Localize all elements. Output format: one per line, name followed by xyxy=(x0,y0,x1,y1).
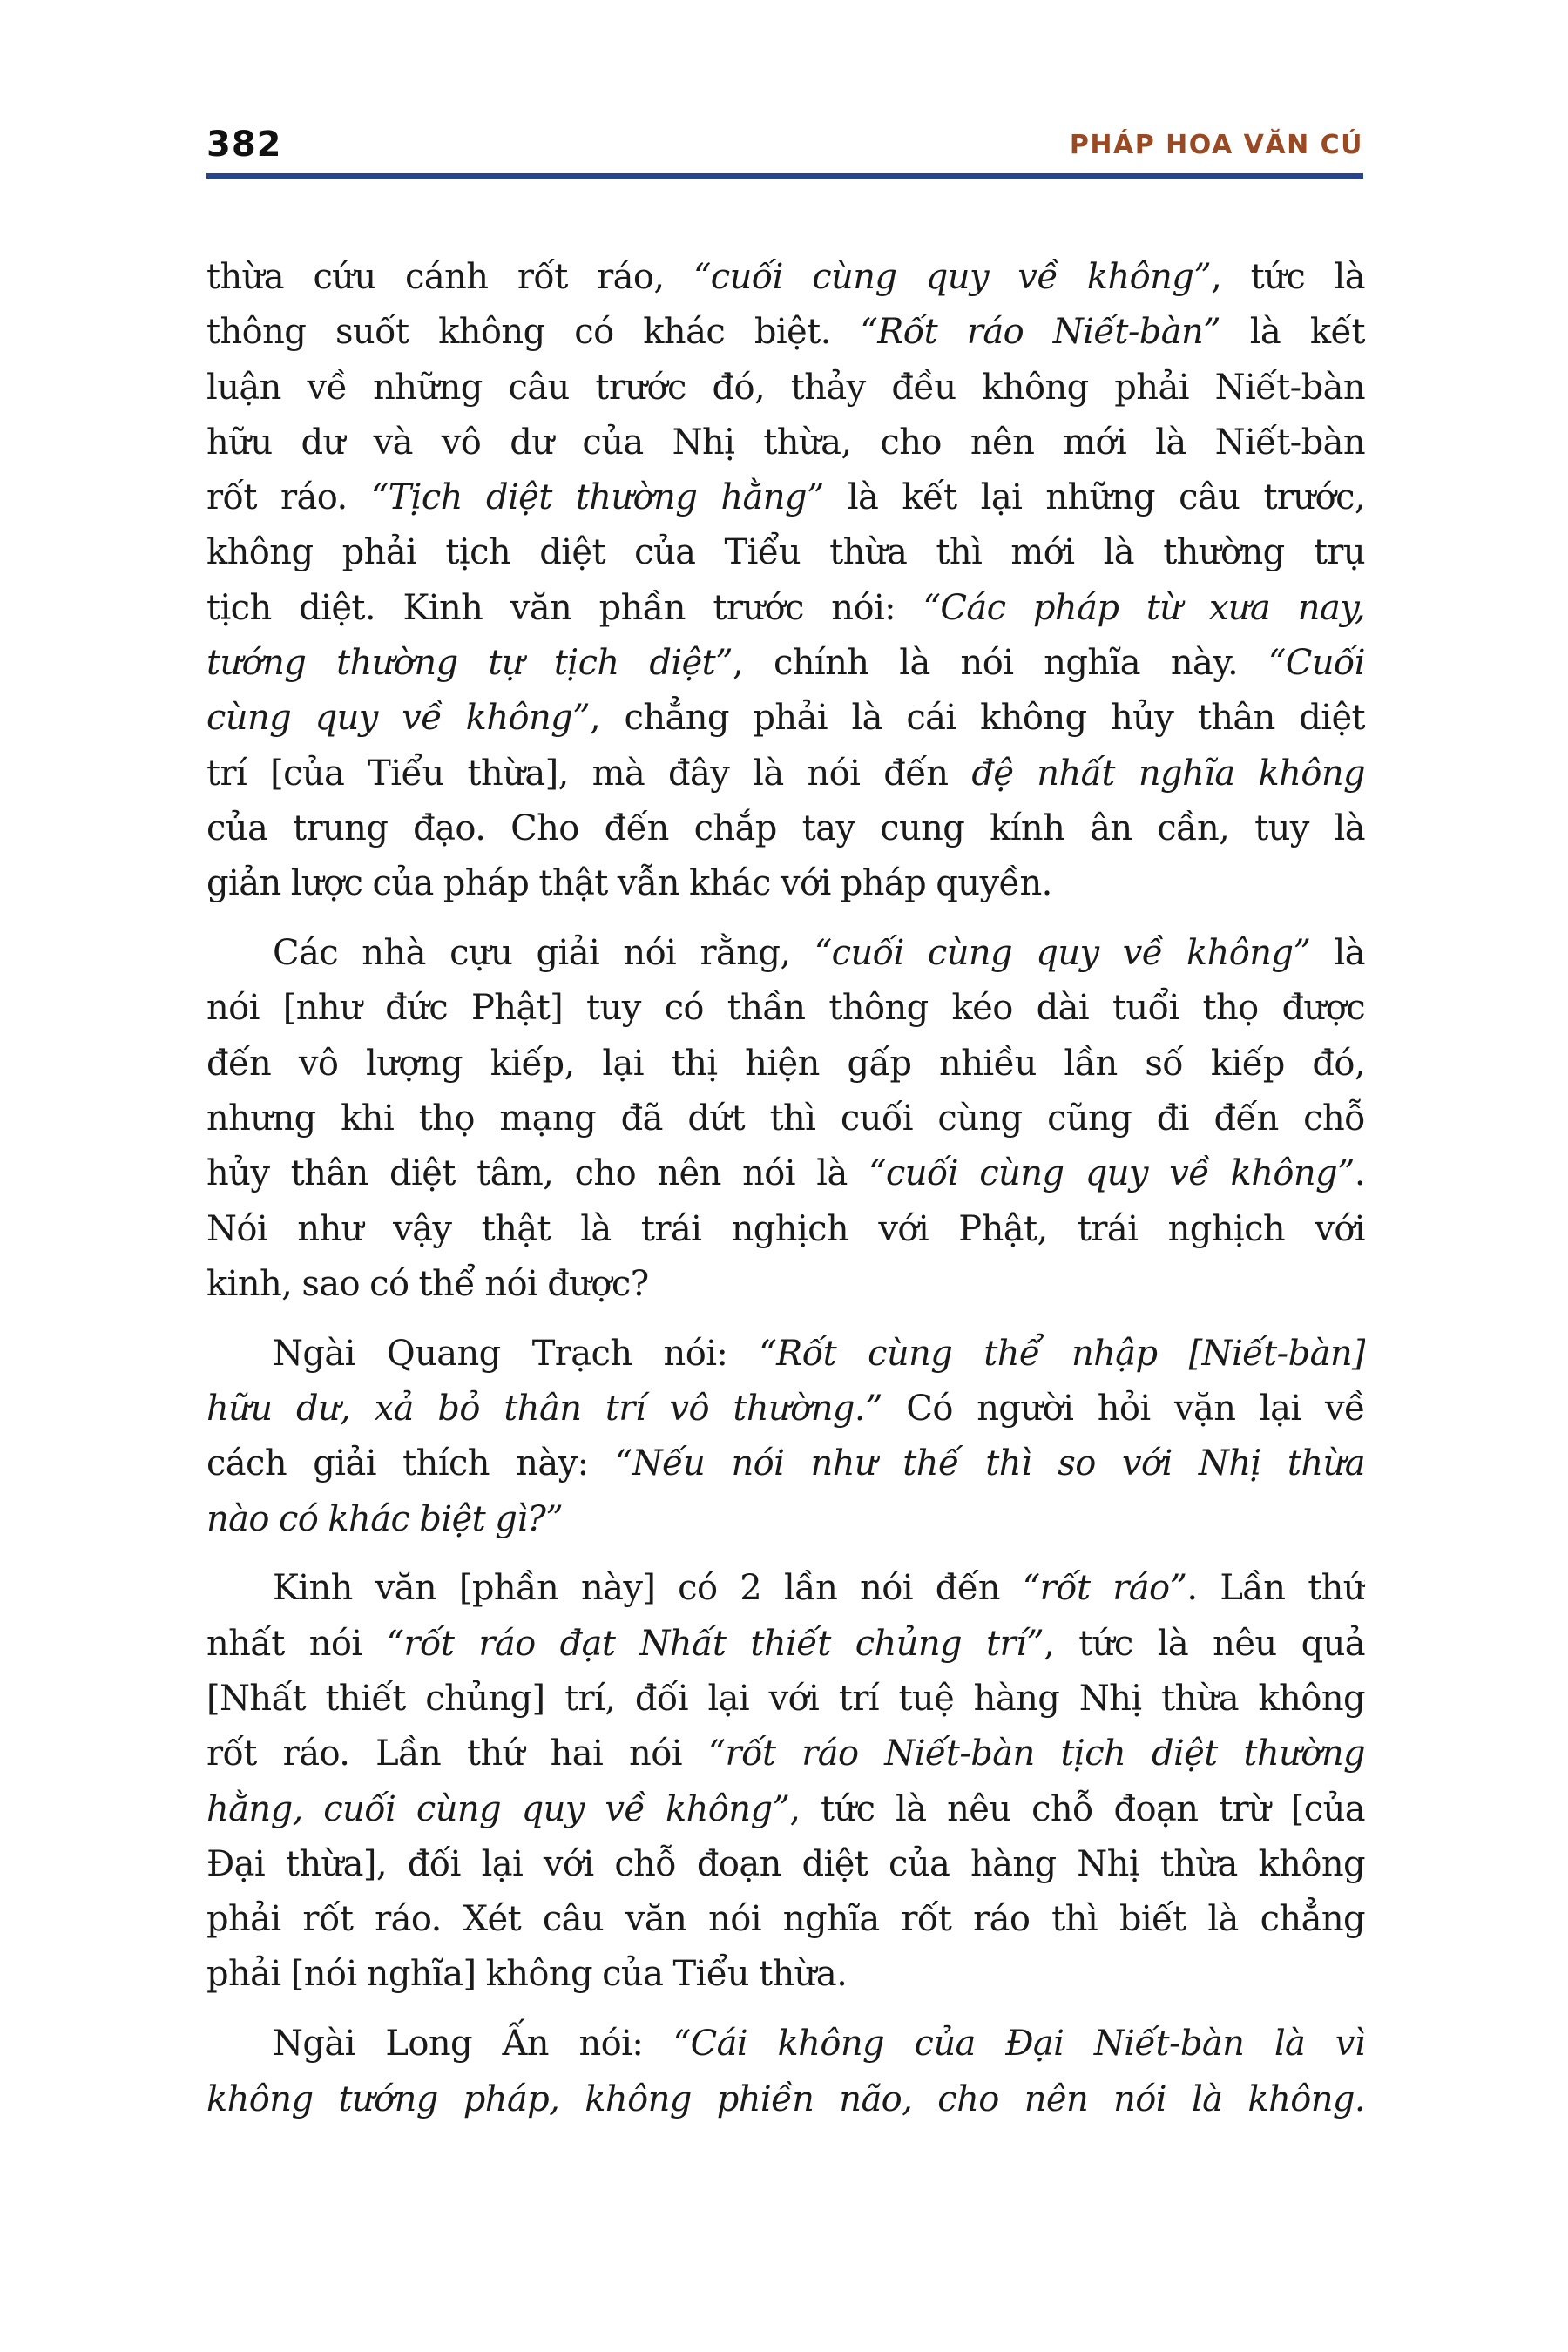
text-line xyxy=(206,691,1365,746)
italic-quote: hữu dư, xả bỏ thân trí vô thường.” xyxy=(206,1388,882,1429)
text-line xyxy=(206,1257,1365,1312)
italic-quote: “Rốt cùng thể nhập [Niết-bàn] xyxy=(759,1333,1365,1374)
italic-quote: “rốt ráo đạt Nhất thiết chủng trí” xyxy=(386,1623,1044,1664)
text-line xyxy=(206,581,1365,636)
text-run: là xyxy=(1310,933,1365,974)
paragraph xyxy=(206,1561,1365,2002)
italic-quote: “Rốt ráo Niết-bàn” xyxy=(860,312,1221,353)
italic-quote: “Nếu nói như thế thì so với Nhị thừa xyxy=(614,1443,1365,1484)
text-line xyxy=(206,1146,1365,1201)
text-line xyxy=(206,250,1365,305)
page-header xyxy=(206,122,1363,166)
text-line xyxy=(206,1837,1365,1892)
text-run: rốt ráo. Lần thứ hai nói xyxy=(206,1734,708,1774)
paragraph xyxy=(206,926,1365,1312)
text-line xyxy=(206,1327,1365,1382)
text-line xyxy=(206,1727,1365,1781)
text-run: rốt ráo. xyxy=(206,477,371,518)
italic-quote: “Cuối xyxy=(1267,643,1365,684)
italic-quote: hằng, cuối cùng quy về không” xyxy=(206,1788,790,1829)
italic-quote: không tướng pháp, không phiền não, cho nên nói là không. xyxy=(206,2078,1365,2119)
text-line xyxy=(206,1202,1365,1257)
italic-quote: “cuối cùng quy về không” xyxy=(814,933,1311,974)
text-run: [Nhất thiết chủng] trí, đối lại với trí tuệ hàng Nhị thừa không xyxy=(206,1678,1365,1719)
text-run: là kết xyxy=(1220,312,1365,353)
text-line xyxy=(206,2017,1365,2072)
text-run: nói [như đức Phật] tuy có thần thông kéo dài tuổi thọ được xyxy=(206,988,1365,1029)
italic-quote: tướng thường tự tịch diệt” xyxy=(206,643,733,684)
text-run: Các nhà cựu giải nói rằng, xyxy=(273,933,814,974)
italic-quote: cùng quy về không” xyxy=(206,698,590,739)
text-line xyxy=(206,926,1365,981)
text-run: Có người hỏi vặn lại về xyxy=(882,1388,1365,1429)
text-run: , chẳng phải là cái không hủy thân diệt xyxy=(589,698,1365,739)
text-run: hữu dư và vô dư của Nhị thừa, cho nên mới là Niết-bàn xyxy=(206,422,1365,463)
italic-quote: nào có khác biệt gì?” xyxy=(206,1498,564,1539)
text-line xyxy=(206,981,1365,1036)
text-run: , tức là xyxy=(1211,257,1365,297)
italic-quote: “cuối cùng quy về không” xyxy=(868,1153,1355,1194)
text-line xyxy=(206,416,1365,470)
body-text xyxy=(206,250,1365,2141)
text-line xyxy=(206,636,1365,691)
text-run: luận về những câu trước đó, thảy đều không phải Niết-bàn xyxy=(206,367,1365,408)
text-line xyxy=(206,305,1365,360)
text-run: giản lược của pháp thật vẫn khác với pháp quyền. xyxy=(206,863,1052,904)
text-run: phải [nói nghĩa] không của Tiểu thừa. xyxy=(206,1954,848,1995)
text-line xyxy=(206,2072,1365,2127)
text-run: thừa cứu cánh rốt ráo, xyxy=(206,257,693,297)
text-line xyxy=(206,1892,1365,1947)
text-line xyxy=(206,1617,1365,1672)
text-run: Ngài Quang Trạch nói: xyxy=(273,1333,760,1374)
text-run: hủy thân diệt tâm, cho nên nói là xyxy=(206,1153,869,1194)
text-run: . xyxy=(1354,1153,1365,1194)
text-line xyxy=(206,1436,1365,1491)
text-run: trí [của Tiểu thừa], mà đây là nói đến xyxy=(206,753,972,794)
italic-quote: “Cái không của Đại Niết-bàn là vì xyxy=(672,2024,1365,2065)
text-run: tịch diệt. Kinh văn phần trước nói: xyxy=(206,587,923,628)
text-line xyxy=(206,1947,1365,2002)
text-run: kinh, sao có thể nói được? xyxy=(206,1263,649,1304)
text-run: Nói như vậy thật là trái nghịch với Phật, trái nghịch với xyxy=(206,1208,1365,1249)
text-run: cách giải thích này: xyxy=(206,1443,615,1484)
paragraph xyxy=(206,1327,1365,1547)
text-line xyxy=(206,747,1365,801)
text-run: , tức là nêu chỗ đoạn trừ [của xyxy=(789,1788,1365,1829)
text-run: phải rốt ráo. Xét câu văn nói nghĩa rốt ráo thì biết là chẳng xyxy=(206,1899,1365,1940)
text-line xyxy=(206,1382,1365,1436)
running-title: PHÁP HOA VĂN CÚ xyxy=(1069,130,1363,160)
text-line xyxy=(206,525,1365,580)
italic-quote: “Các pháp từ xưa nay, xyxy=(923,587,1365,628)
italic-quote: “Tịch diệt thường hằng” xyxy=(370,477,824,518)
text-line xyxy=(206,801,1365,856)
text-line xyxy=(206,1092,1365,1146)
text-line xyxy=(206,1492,1365,1547)
page-number: 382 xyxy=(206,125,282,165)
text-line xyxy=(206,470,1365,525)
text-line xyxy=(206,1782,1365,1837)
text-line xyxy=(206,1037,1365,1092)
paragraph xyxy=(206,250,1365,912)
italic-quote: “rốt ráo Niết-bàn tịch diệt thường xyxy=(707,1734,1365,1774)
header-rule xyxy=(206,173,1363,179)
text-run: Đại thừa], đối lại với chỗ đoạn diệt của hàng Nhị thừa không xyxy=(206,1843,1365,1884)
text-run: nhưng khi thọ mạng đã dứt thì cuối cùng cũng đi đến chỗ xyxy=(206,1098,1365,1139)
text-run: không phải tịch diệt của Tiểu thừa thì mới là thường trụ xyxy=(206,532,1365,573)
paragraph xyxy=(206,2017,1365,2127)
text-run: của trung đạo. Cho đến chắp tay cung kính ân cần, tuy là xyxy=(206,808,1365,848)
italic-quote: “rốt ráo” xyxy=(1022,1568,1187,1609)
text-run: Ngài Long Ấn nói: xyxy=(273,2024,673,2065)
italic-quote: đệ nhất nghĩa không xyxy=(971,753,1365,794)
text-run: , chính là nói nghĩa này. xyxy=(732,643,1268,684)
text-run: thông suốt không có khác biệt. xyxy=(206,312,861,353)
text-line xyxy=(206,856,1365,911)
text-run: . Lần thứ xyxy=(1186,1568,1365,1609)
text-line xyxy=(206,1561,1365,1616)
text-run: đến vô lượng kiếp, lại thị hiện gấp nhiều lần số kiếp đó, xyxy=(206,1043,1365,1084)
text-line xyxy=(206,1672,1365,1727)
text-run: là kết lại những câu trước, xyxy=(823,477,1365,518)
italic-quote: “cuối cùng quy về không” xyxy=(693,257,1212,297)
text-run: nhất nói xyxy=(206,1623,387,1664)
text-line xyxy=(206,361,1365,416)
text-run: , tức là nêu quả xyxy=(1044,1623,1365,1664)
text-run: Kinh văn [phần này] có 2 lần nói đến xyxy=(273,1568,1023,1609)
